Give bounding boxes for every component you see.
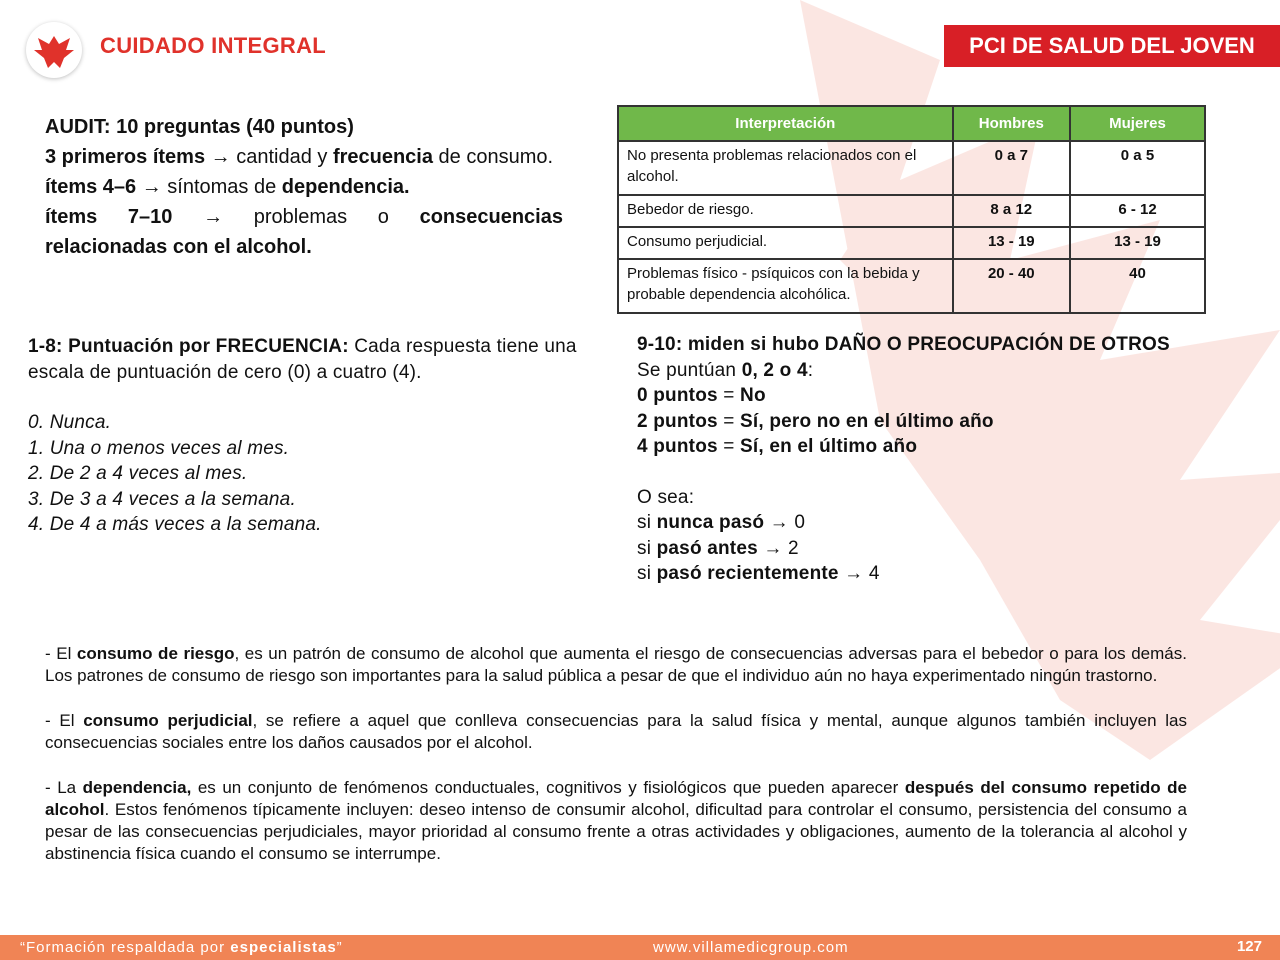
table-header: Mujeres <box>1070 106 1205 141</box>
audit-items-7-10-text: problemas o <box>223 206 420 228</box>
table-header-row <box>618 106 1205 141</box>
case-result: → 2 <box>757 537 799 559</box>
list-item: 0. Nunca. <box>28 412 112 433</box>
audit-items-1-3-text: cantidad y <box>230 146 333 168</box>
table-cell: 13 - 19 <box>1070 227 1205 259</box>
case-si: si <box>637 537 657 559</box>
audit-items-7-10-label: ítems 7–10 <box>45 206 173 228</box>
audit-items-4-6-text: síntomas de <box>161 176 282 198</box>
case-si: si <box>637 563 657 584</box>
case-what: pasó recientemente <box>656 563 839 584</box>
definition-text: . Estos fenómenos típicamente incluyen: deseo intenso de consumir alcohol, dificultad para controlar el consumo, persistencia del consumo a pesar de las consecuencias perjudiciales, mayor prioridad al consumo frente a otras actividades y obligaciones, aumento de la tolerancia al alcohol y abstinencia física cuando el consumo se interrumpe. <box>45 800 1187 863</box>
audit-items-1-3 <box>45 142 563 172</box>
case-row <box>637 561 1237 587</box>
definition-text: es un conjunto de fenómenos conductuales, cognitivos y fisiológicos que pueden aparecer <box>191 778 905 797</box>
audit-items-1-3-label: 3 primeros ítems <box>45 146 206 168</box>
table-row <box>618 141 1205 195</box>
definition-paragraph <box>45 710 1187 754</box>
table-header: Hombres <box>953 106 1070 141</box>
definition-term: consumo de riesgo <box>76 644 235 663</box>
table-row <box>618 227 1205 259</box>
damage-scored-values: 0, 2 o 4 <box>741 359 808 381</box>
table-cell: 13 - 19 <box>953 227 1070 259</box>
definition-emphasis: después del consumo repetido de alcohol <box>45 778 1187 819</box>
phoenix-icon <box>26 22 82 78</box>
definition-prefix: - El <box>45 644 77 663</box>
footer-bar <box>0 935 1280 960</box>
damage-scored <box>637 358 1237 384</box>
audit-summary <box>45 112 563 262</box>
definition-prefix: - La <box>45 778 83 797</box>
brand-logo <box>26 22 82 78</box>
osea-label: O sea: <box>637 486 695 508</box>
arrow-icon: → <box>141 176 162 198</box>
audit-title: AUDIT: 10 preguntas (40 puntos) <box>45 116 354 138</box>
definition-term: consumo perjudicial <box>83 711 253 730</box>
table-cell: 0 a 5 <box>1070 141 1205 195</box>
audit-items-7-10-bold: consecuencias relacionadas con el alcohol. <box>45 206 563 258</box>
definition-prefix: - El <box>45 711 84 730</box>
case-result: → 0 <box>764 512 806 533</box>
table-cell: Bebedor de riesgo. <box>618 195 953 227</box>
list-item: 3. De 3 a 4 veces a la semana. <box>28 488 296 510</box>
points-row <box>637 434 1237 460</box>
list-item: 4. De 4 a más veces a la semana. <box>28 514 322 535</box>
audit-items-1-3-end: de consumo. <box>433 146 554 168</box>
table-cell: 6 - 12 <box>1070 195 1205 227</box>
list-item: 2. De 2 a 4 veces al mes. <box>28 463 248 484</box>
damage-scored-prefix: Se puntúan <box>637 359 742 381</box>
footer-tagline-end: ” <box>336 939 343 956</box>
definition-paragraph <box>45 777 1187 865</box>
points-eq: = <box>717 410 741 432</box>
case-result: → 4 <box>838 563 880 584</box>
case-row <box>637 536 1237 562</box>
case-what: nunca pasó <box>656 512 765 533</box>
table-cell: Problemas físico - psíquicos con la bebida y probable dependencia alcohólica. <box>618 259 953 313</box>
case-row <box>637 510 1237 536</box>
arrow-icon: → <box>203 206 224 228</box>
frequency-intro <box>28 334 608 385</box>
table-row <box>618 195 1205 227</box>
frequency-scoring <box>28 334 608 538</box>
audit-interpretation-table <box>617 105 1206 314</box>
arrow-icon: → <box>210 146 231 168</box>
definition-text: , se refiere a aquel que conlleva consecuencias para la salud física y mental, aunque algunos también incluyen las consecuencias sociales entre los daños causados por el alcohol. <box>45 711 1188 752</box>
audit-items-4-6 <box>45 172 563 202</box>
brand-title: CUIDADO INTEGRAL <box>100 33 327 58</box>
frequency-title: 1-8: Puntuación por FRECUENCIA: <box>28 336 349 357</box>
points-meaning: No <box>740 385 766 406</box>
damage-title: 9-10: miden si hubo DAÑO O PREOCUPACIÓN DE OTROS <box>637 334 1170 355</box>
table-cell: 8 a 12 <box>953 195 1070 227</box>
section-badge: PCI DE SALUD DEL JOVEN <box>944 25 1280 67</box>
list-item: 1. Una o menos veces al mes. <box>28 437 290 459</box>
points-label: 2 puntos <box>637 410 718 432</box>
page-number: 127 <box>1236 938 1262 955</box>
case-si: si <box>637 512 657 533</box>
points-label: 4 puntos <box>637 436 718 457</box>
points-row <box>637 383 1237 409</box>
table-header: Interpretación <box>618 106 953 141</box>
points-eq: = <box>717 385 741 406</box>
table-cell: 40 <box>1070 259 1205 313</box>
audit-items-4-6-label: ítems 4–6 <box>45 176 137 198</box>
footer-tagline <box>20 939 343 956</box>
footer-tagline-text: “Formación respaldada por <box>20 939 231 956</box>
footer-website-link[interactable]: www.villamedicgroup.com <box>653 939 849 956</box>
table-row <box>618 259 1205 313</box>
table-cell: 20 - 40 <box>953 259 1070 313</box>
points-row <box>637 409 1237 435</box>
points-eq: = <box>717 436 741 457</box>
table-cell: No presenta problemas relacionados con el alcohol. <box>618 141 953 195</box>
case-what: pasó antes <box>656 537 758 559</box>
footer-tagline-bold: especialistas <box>230 939 337 956</box>
definitions <box>45 643 1187 888</box>
points-meaning: Sí, en el último año <box>740 436 918 457</box>
frequency-text: Cada respuesta tiene una escala de puntuación de cero (0) a cuatro (4). <box>28 336 577 383</box>
damage-scoring <box>637 332 1237 587</box>
audit-items-7-10 <box>45 202 563 262</box>
damage-scored-suffix: : <box>807 359 814 381</box>
table-cell: 0 a 7 <box>953 141 1070 195</box>
table-cell: Consumo perjudicial. <box>618 227 953 259</box>
audit-items-1-3-bold: frecuencia <box>332 146 433 168</box>
definition-text: , es un patrón de consumo de alcohol que aumenta el riesgo de consecuencias adversas para el bebedor o para los demás. Los patrones de consumo de riesgo son importantes para la salud pública a pesar de que el individuo aún no haya experimentado ningún trastorno. <box>45 644 1187 685</box>
audit-items-4-6-bold: dependencia. <box>281 176 410 198</box>
points-meaning: Sí, pero no en el último año <box>740 410 994 432</box>
definition-paragraph <box>45 643 1187 687</box>
definition-term: dependencia, <box>82 778 192 797</box>
points-label: 0 puntos <box>637 385 718 406</box>
